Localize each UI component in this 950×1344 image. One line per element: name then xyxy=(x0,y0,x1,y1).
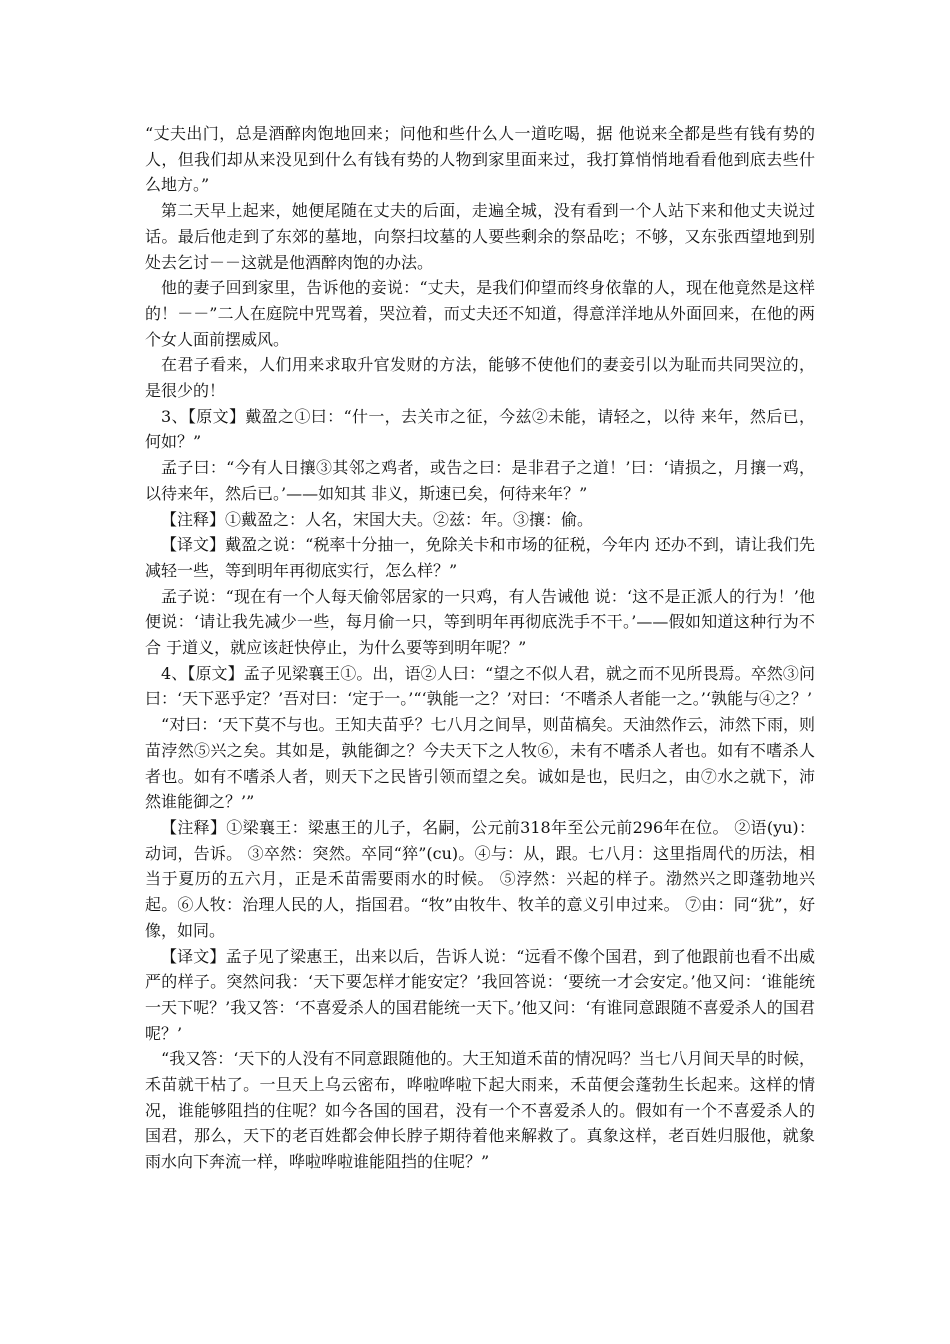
paragraph: “我又答：‘天下的人没有不同意跟随他的。大王知道禾苗的情况吗？当七八月间天旱的时候，禾苗就干枯了。一旦天上乌云密布，哗啦哗啦下起大雨来，禾苗便会蓬勃生长起来。这样的情况，谁能够阻挡的住呢？如今各国的国君，没有一个不喜爱杀人的。假如有一个不喜爱杀人的国君，那么，天下的老百姓都会伸长脖子期待着他来解救了。真象这样，老百姓归服他，就象雨水向下奔流一样，哗啦哗啦谁能阻挡的住呢？” xyxy=(145,1049,815,1172)
paragraph: 4、【原文】孟子见梁襄王①。出，语②人曰：“望之不似人君，就之而不见所畏焉。卒然③问曰：‘天下恶乎定？’吾对曰：‘定于一。’“‘孰能一之？’对曰：‘不嗜杀人者能一之。’‘孰能与④之？’ xyxy=(145,663,815,709)
paragraph: 第二天早上起来，她便尾随在丈夫的后面，走遍全城，没有看到一个人站下来和他丈夫说过话。最后他走到了东郊的墓地，向祭扫坟墓的人要些剩余的祭品吃；不够，又东张西望地到别处去乞讨－－这就是他酒醉肉饱的办法。 xyxy=(145,201,815,272)
paragraph: 他的妻子回到家里，告诉他的妾说：“丈夫，是我们仰望而终身依靠的人，现在他竟然是这样的！－－”二人在庭院中咒骂着，哭泣着，而丈夫还不知道，得意洋洋地从外面回来，在他的两个女人面前摆威风。 xyxy=(145,278,815,349)
paragraph: “对曰：‘天下莫不与也。王知夫苗乎？七八月之间旱，则苗槁矣。天油然作云，沛然下雨，则苗浡然⑤兴之矣。其如是，孰能御之？今夫天下之人牧⑥，未有不嗜杀人者也。如有不嗜杀人者也。如有不嗜杀人者，则天下之民皆引领而望之矣。诚如是也，民归之，由⑦水之就下，沛然谁能御之？’” xyxy=(145,715,815,812)
paragraph: 孟子曰：“今有人日攘③其邻之鸡者，或告之曰：是非君子之道！’曰：‘请损之，月攘一鸡，以待来年，然后已。’——如知其 非义，斯速已矣，何待来年？” xyxy=(145,458,815,503)
paragraph: 【译文】孟子见了梁惠王，出来以后，告诉人说：“远看不像个国君，到了他跟前也看不出威严的样子。突然问我：‘天下要怎样才能安定？’我回答说：‘要统一才会安定。’他又问：‘谁能统一天下呢？’我又答：‘不喜爱杀人的国君能统一天下。’他又问：‘有谁同意跟随不喜爱杀人的国君呢？’ xyxy=(145,946,815,1043)
paragraph: “丈夫出门，总是酒醉肉饱地回来；问他和些什么人一道吃喝，据 他说来全都是些有钱有势的人，但我们却从来没见到什么有钱有势的人物到家里面来过，我打算悄悄地看看他到底去些什么地方。” xyxy=(145,124,815,195)
paragraph: 【注释】①戴盈之：人名，宋国大夫。②兹：年。③攘：偷。 xyxy=(161,509,594,529)
paragraph: 孟子说：“现在有一个人每天偷邻居家的一只鸡，有人告诫他 说：‘这不是正派人的行为！’他便说：‘请让我先减少一些，每月偷一只，等到明年再彻底洗手不干。’——假如知道这种行为不合 于道义，就应该赶快停止，为什么要等到明年呢？” xyxy=(145,586,815,658)
paragraph: 在君子看来，人们用来求取升官发财的方法，能够不使他们的妻妾引以为耻而共同哭泣的，是很少的！ xyxy=(145,355,815,401)
document-body xyxy=(145,121,815,1175)
paragraph: 【译文】戴盈之说：“税率十分抽一，免除关卡和市场的征税，今年内 还办不到，请让我们先减轻一些，等到明年再彻底实行，怎么样？” xyxy=(145,535,815,580)
paragraph: 3、【原文】戴盈之①曰：“什一，去关市之征，今兹②未能，请轻之，以待 来年，然后已，何如？” xyxy=(145,406,815,452)
paragraph: 【注释】①梁襄王：梁惠王的儿子，名嗣，公元前318年至公元前296年在位。 ②语(yu)：动词，告诉。 ③卒然：突然。卒同“猝”(cu)。④与：从，跟。七八月：这里指周代的历法，相当于夏历的五六月，正是禾苗需要雨水的时候。 ⑤浡然：兴起的样子。渤然兴之即蓬勃地兴起。⑥人牧：治理人民的人，指国君。“牧”由牧牛、牧羊的意义引申过来。 ⑦由：同“犹”，好像，如同。 xyxy=(145,817,815,940)
